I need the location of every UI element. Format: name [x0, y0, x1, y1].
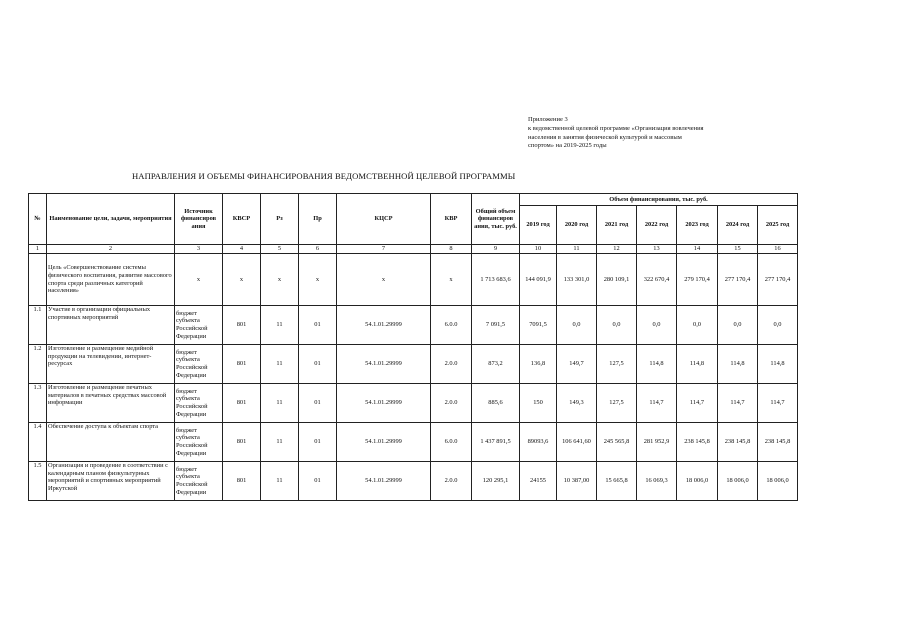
header-year: 2024 год	[718, 206, 758, 245]
header-funding-group: Объем финансирования, тыс. руб.	[520, 194, 798, 206]
cell-year-value: 15 665,8	[597, 462, 637, 501]
cell-kvsr: 801	[223, 306, 261, 345]
cell-year-value: 280 109,1	[597, 254, 637, 306]
column-number: 11	[557, 245, 597, 254]
column-number: 8	[431, 245, 472, 254]
header-kvr: КВР	[431, 194, 472, 245]
cell-year-value: 0,0	[758, 306, 798, 345]
cell-total: 120 295,1	[472, 462, 520, 501]
cell-source: бюджет субъекта Российской Федерации	[175, 306, 223, 345]
column-number: 7	[337, 245, 431, 254]
cell-year-value: 238 145,8	[718, 423, 758, 462]
header-year: 2022 год	[637, 206, 677, 245]
cell-pr: 01	[299, 345, 337, 384]
cell-year-value: 114,7	[677, 384, 718, 423]
cell-year-value: 18 006,0	[718, 462, 758, 501]
header-year: 2021 год	[597, 206, 637, 245]
cell-year-value: 127,5	[597, 384, 637, 423]
column-number: 9	[472, 245, 520, 254]
cell-name: Обеспечение доступа к объектам спорта	[47, 423, 175, 462]
appendix-line: Приложение 3	[528, 116, 568, 123]
financing-table	[28, 193, 798, 501]
header-rz: Рз	[261, 194, 299, 245]
cell-total: 873,2	[472, 345, 520, 384]
cell-kvsr: х	[223, 254, 261, 306]
cell-year-value: 24155	[520, 462, 557, 501]
cell-pr: 01	[299, 384, 337, 423]
cell-kcsr: 54.1.01.29999	[337, 384, 431, 423]
cell-source: бюджет субъекта Российской Федерации	[175, 345, 223, 384]
header-year: 2019 год	[520, 206, 557, 245]
cell-num: 1.4	[29, 423, 47, 462]
cell-year-value: 89093,6	[520, 423, 557, 462]
cell-source: бюджет субъекта Российской Федерации	[175, 384, 223, 423]
header-source: Источник финансиров ания	[175, 194, 223, 245]
column-number: 6	[299, 245, 337, 254]
cell-year-value: 149,3	[557, 384, 597, 423]
cell-year-value: 127,5	[597, 345, 637, 384]
cell-pr: 01	[299, 306, 337, 345]
cell-year-value: 281 952,9	[637, 423, 677, 462]
header-year: 2020 год	[557, 206, 597, 245]
cell-year-value: 277 170,4	[758, 254, 798, 306]
appendix-line: спортом» на 2019-2025 годы	[528, 142, 607, 150]
cell-kvsr: 801	[223, 384, 261, 423]
cell-year-value: 149,7	[557, 345, 597, 384]
table-row	[29, 345, 798, 384]
cell-year-value: 7091,5	[520, 306, 557, 345]
cell-pr: 01	[299, 462, 337, 501]
cell-year-value: 238 145,8	[677, 423, 718, 462]
header-num: №	[29, 194, 47, 245]
cell-kcsr: 54.1.01.29999	[337, 462, 431, 501]
cell-source: бюджет субъекта Российской Федерации	[175, 423, 223, 462]
cell-rz: 11	[261, 345, 299, 384]
header-pr: Пр	[299, 194, 337, 245]
cell-name: Участие в организации официальных спортивных мероприятий	[47, 306, 175, 345]
cell-year-value: 114,8	[677, 345, 718, 384]
cell-year-value: 0,0	[637, 306, 677, 345]
header-year: 2023 год	[677, 206, 718, 245]
cell-year-value: 114,7	[718, 384, 758, 423]
cell-source: бюджет субъекта Российской Федерации	[175, 462, 223, 501]
cell-year-value: 133 301,0	[557, 254, 597, 306]
cell-name: Цель «Совершенствование системы физического воспитания, развитие массового спорта среди различных категорий населения»	[47, 254, 175, 306]
cell-year-value: 10 387,00	[557, 462, 597, 501]
cell-year-value: 0,0	[677, 306, 718, 345]
column-number: 10	[520, 245, 557, 254]
cell-name: Изготовление и размещение медийной продукции на телевидении, интернет-ресурсах	[47, 345, 175, 384]
cell-total: 885,6	[472, 384, 520, 423]
cell-num: 1.3	[29, 384, 47, 423]
appendix-line: населения в занятия физической культурой и массовым	[528, 133, 682, 141]
column-number: 4	[223, 245, 261, 254]
cell-year-value: 150	[520, 384, 557, 423]
cell-num: 1.2	[29, 345, 47, 384]
cell-year-value: 18 006,0	[677, 462, 718, 501]
table-row	[29, 254, 798, 306]
cell-year-value: 114,8	[718, 345, 758, 384]
header-total: Общий объем финансиров ания, тыс. руб.	[472, 194, 520, 245]
column-number: 14	[677, 245, 718, 254]
cell-num	[29, 254, 47, 306]
cell-year-value: 106 641,60	[557, 423, 597, 462]
cell-name: Изготовление и размещение печатных материалов в печатных средствах массовой информации	[47, 384, 175, 423]
cell-kcsr: х	[337, 254, 431, 306]
column-number: 13	[637, 245, 677, 254]
header-kvsr: КВСР	[223, 194, 261, 245]
cell-year-value: 114,8	[758, 345, 798, 384]
cell-total: 1 437 891,5	[472, 423, 520, 462]
cell-kvsr: 801	[223, 423, 261, 462]
cell-year-value: 136,8	[520, 345, 557, 384]
cell-kvsr: 801	[223, 462, 261, 501]
column-number: 1	[29, 245, 47, 254]
header-kcsr: КЦСР	[337, 194, 431, 245]
cell-kvr: 2.0.0	[431, 384, 472, 423]
column-number-row	[29, 245, 798, 254]
cell-total: 7 091,5	[472, 306, 520, 345]
cell-rz: х	[261, 254, 299, 306]
cell-pr: 01	[299, 423, 337, 462]
cell-year-value: 114,8	[637, 345, 677, 384]
table-row	[29, 462, 798, 501]
column-number: 12	[597, 245, 637, 254]
table-row	[29, 384, 798, 423]
cell-year-value: 16 069,3	[637, 462, 677, 501]
cell-kvr: 2.0.0	[431, 345, 472, 384]
cell-year-value: 114,7	[637, 384, 677, 423]
appendix-note	[528, 116, 758, 151]
cell-num: 1.5	[29, 462, 47, 501]
appendix-line: к ведомственной целевой программе «Организация вовлечения	[528, 124, 704, 132]
cell-kvr: 6.0.0	[431, 423, 472, 462]
cell-year-value: 0,0	[597, 306, 637, 345]
column-number: 5	[261, 245, 299, 254]
cell-year-value: 114,7	[758, 384, 798, 423]
cell-num: 1.1	[29, 306, 47, 345]
cell-pr: х	[299, 254, 337, 306]
table-row	[29, 423, 798, 462]
cell-rz: 11	[261, 306, 299, 345]
cell-year-value: 18 006,0	[758, 462, 798, 501]
document-title: НАПРАВЛЕНИЯ И ОБЪЕМЫ ФИНАНСИРОВАНИЯ ВЕДОМСТВЕННОЙ ЦЕЛЕВОЙ ПРОГРАММЫ	[132, 171, 516, 181]
cell-year-value: 144 091,9	[520, 254, 557, 306]
table-row	[29, 306, 798, 345]
cell-rz: 11	[261, 462, 299, 501]
cell-kcsr: 54.1.01.29999	[337, 345, 431, 384]
cell-rz: 11	[261, 384, 299, 423]
cell-year-value: 279 170,4	[677, 254, 718, 306]
column-number: 3	[175, 245, 223, 254]
cell-year-value: 0,0	[557, 306, 597, 345]
cell-kvr: 2.0.0	[431, 462, 472, 501]
cell-year-value: 322 670,4	[637, 254, 677, 306]
header-name: Наименование цели, задачи, мероприятия	[47, 194, 175, 245]
cell-kcsr: 54.1.01.29999	[337, 423, 431, 462]
cell-kvr: х	[431, 254, 472, 306]
cell-kvr: 6.0.0	[431, 306, 472, 345]
cell-source: х	[175, 254, 223, 306]
cell-year-value: 238 145,8	[758, 423, 798, 462]
cell-total: 1 713 683,6	[472, 254, 520, 306]
header-year: 2025 год	[758, 206, 798, 245]
column-number: 2	[47, 245, 175, 254]
cell-kvsr: 801	[223, 345, 261, 384]
column-number: 16	[758, 245, 798, 254]
cell-name: Организация и проведение в соответствии с календарным планом физкультурных мероприятий и спортивных мероприятий Иркутской	[47, 462, 175, 501]
cell-rz: 11	[261, 423, 299, 462]
cell-year-value: 0,0	[718, 306, 758, 345]
cell-year-value: 245 565,8	[597, 423, 637, 462]
cell-year-value: 277 170,4	[718, 254, 758, 306]
column-number: 15	[718, 245, 758, 254]
cell-kcsr: 54.1.01.29999	[337, 306, 431, 345]
